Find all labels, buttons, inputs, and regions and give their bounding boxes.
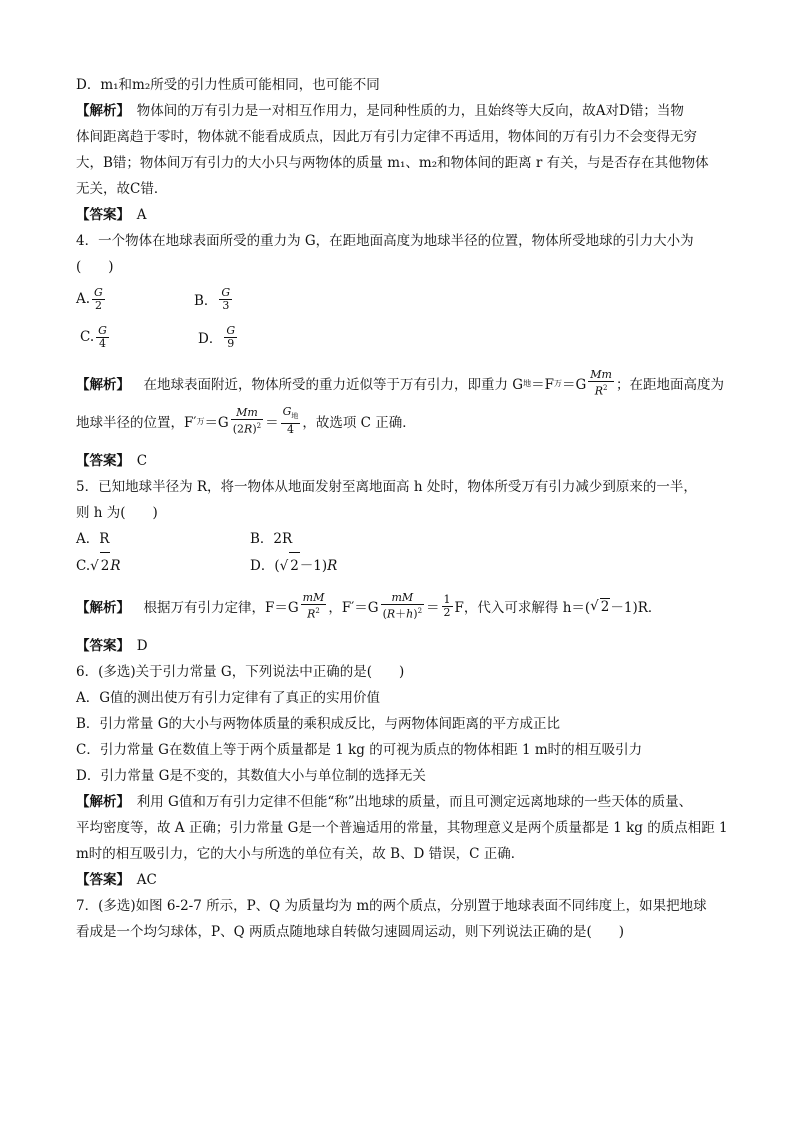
q4-option-c: C. $\frac{G}{4}$ bbox=[80, 323, 107, 350]
q6-analysis-line-1: 【解析】 利用 G值和万有引力定律不但能“称”出地球的质量，而且可测定远离地球的一些天体的质量、 bbox=[76, 794, 693, 810]
q5-analysis: 【解析】 根据万有引力定律，F＝G $\frac{mM}{R^2}$ ，F′＝G $\frac{mM}{(R+h)^2}$ ＝ $\frac{1}{2}$ F，代入可求解得 h＝( √ 2 －1)R． bbox=[76, 590, 662, 621]
q6-analysis-line-3: m时的相互吸引力，它的大小与所选的单位有关，故 B、D 错误，C 正确． bbox=[76, 846, 525, 862]
answer-label: 【答案】 bbox=[76, 207, 124, 223]
q5-option-b: B．2R bbox=[250, 531, 293, 547]
answer-label: 【答案】 bbox=[76, 872, 124, 888]
q6-option-d: D．引力常量 G是不变的，其数值大小与单位制的选择无关 bbox=[76, 768, 426, 784]
analysis-label: 【解析】 bbox=[76, 377, 130, 393]
q4-options-row-2 bbox=[76, 318, 726, 356]
q7-stem-line-1: 7．(多选)如图 6-2-7 所示，P、Q 为质量均为 m的两个质点，分别置于地球表面不同纬度上，如果把地球 bbox=[76, 898, 707, 914]
analysis-label: 【解析】 bbox=[76, 600, 130, 616]
q4-option-a: A. $\frac{G}{2}$ bbox=[76, 285, 103, 312]
q6-option-b: B．引力常量 G的大小与两物体质量的乘积成反比，与两物体间距离的平方成正比 bbox=[76, 716, 560, 732]
q6-option-c: C．引力常量 G在数值上等于两个质量都是 1 kg 的可视为质点的物体相距 1 m时的相互吸引力 bbox=[76, 742, 643, 758]
q4-options-row-1 bbox=[76, 280, 726, 318]
answer-label: 【答案】 bbox=[76, 638, 124, 654]
q7-stem-line-2: 看成是一个均匀球体，P、Q 两质点随地球自转做匀速圆周运动，则下列说法正确的是( ) bbox=[76, 924, 624, 940]
answer-label: 【答案】 bbox=[76, 453, 124, 469]
q4-stem-line-2: ( ) bbox=[76, 259, 114, 275]
q3-analysis-line-1: 【解析】 物体间的万有引力是一对相互作用力，是同种性质的力，且始终等大反向，故A对D错；当物 bbox=[76, 103, 684, 119]
q4-answer: 【答案】 C bbox=[76, 453, 148, 469]
q3-analysis-line-4: 无关，故C错． bbox=[76, 181, 168, 197]
q5-stem-line-2: 则 h 为( ) bbox=[76, 505, 158, 521]
q4-stem-line-1: 4．一个物体在地球表面所受的重力为 G，在距地面高度为地球半径的位置，物体所受地球的引力大小为 bbox=[76, 233, 694, 249]
q5-options-row-2 bbox=[76, 552, 726, 579]
page-content bbox=[76, 72, 726, 945]
q3-option-d: D．m₁和m₂所受的引力性质可能相同，也可能不同 bbox=[76, 77, 380, 93]
q3-analysis-line-2: 体间距离趋于零时，物体就不能看成质点，因此万有引力定律不再适用，物体间的万有引力不会变得无穷 bbox=[76, 129, 697, 145]
q6-answer: 【答案】 AC bbox=[76, 872, 157, 888]
q4-analysis-line-1: 【解析】 在地球表面附近，物体所受的重力近似等于万有引力，即重力 G 地 ＝F 万 ＝G $\frac{Mm}{R^2}$ ；在距地面高度为 bbox=[76, 367, 724, 398]
q4-analysis-line-2: 地球半径的位置，F′ 万 ＝G $\frac{Mm}{(2R)^2}$ ＝ $\frac{G_地}{4}$ ，故选项 C 正确． bbox=[76, 405, 416, 436]
q6-analysis-line-2: 平均密度等，故 A 正确；引力常量 G是一个普遍适用的常量，其物理意义是两个质量都是 1 kg 的质点相距 1 bbox=[76, 820, 728, 836]
q5-answer: 【答案】 D bbox=[76, 638, 148, 654]
q4-option-b: B． $\frac{G}{3}$ bbox=[194, 285, 231, 312]
q5-stem-line-1: 5．已知地球半径为 R，将一物体从地面发射至离地面高 h 处时，物体所受万有引力减少到原来的一半， bbox=[76, 479, 697, 495]
q5-option-d: D．(√ 2－1)R bbox=[250, 558, 337, 574]
q3-analysis-line-3: 大，B错；物体间万有引力的大小只与两物体的质量 m₁、m₂和物体间的距离 r 有关，与是否存在其他物体 bbox=[76, 155, 709, 171]
q6-stem: 6．(多选)关于引力常量 G，下列说法中正确的是( ) bbox=[76, 664, 405, 680]
q5-option-c: C.√ 2R bbox=[76, 552, 250, 579]
analysis-label: 【解析】 bbox=[76, 103, 124, 119]
q3-answer: 【答案】 A bbox=[76, 207, 147, 223]
analysis-label: 【解析】 bbox=[76, 794, 124, 810]
q4-option-d: D． $\frac{G}{9}$ bbox=[198, 323, 236, 350]
q5-options-row-1 bbox=[76, 526, 726, 552]
q5-option-a: A．R bbox=[76, 531, 110, 547]
q6-option-a: A．G值的测出使万有引力定律有了真正的实用价值 bbox=[76, 690, 381, 706]
